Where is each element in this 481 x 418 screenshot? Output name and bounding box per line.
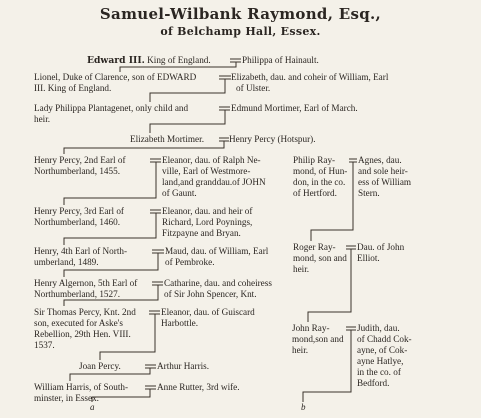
marriage-tie-henry-catharine xyxy=(152,282,163,285)
person-edward-iii-name: Edward III. xyxy=(87,55,145,66)
marriage-tie-henry-eleanor-neville xyxy=(150,159,161,162)
person-william-harris-line1: William Harris, of South- xyxy=(34,382,129,392)
marriage-tie-thomas-eleanor xyxy=(149,311,160,314)
person-elizabeth-ulster-line2: of Ulster. xyxy=(236,83,271,93)
marriage-tie-elizabeth-henry xyxy=(219,138,229,141)
marriage-tie-roger-elliot xyxy=(346,246,356,249)
descent-line-gen1 xyxy=(120,62,236,72)
person-agnes-stern-line3: ess of William xyxy=(358,177,412,187)
person-henry-4th-earl-line2: umberland, 1489. xyxy=(34,257,99,267)
descent-line-gen3 xyxy=(150,110,225,133)
person-judith-cokayne-line1: Judith, dau. xyxy=(357,323,400,333)
person-henry-percy-3rd-line2: Northumberland, 1460. xyxy=(34,217,120,227)
person-philip-raymond-line1: Philip Ray- xyxy=(293,155,336,165)
person-eleanor-neville-line2: ville, Earl of Westmore- xyxy=(162,166,251,176)
descent-line-gen11 xyxy=(92,389,150,402)
marriage-tie-philippa-edmund xyxy=(219,107,230,110)
person-edward-iii-title: King of England. xyxy=(144,55,211,65)
page-title: Samuel-Wilbank Raymond, Esq., xyxy=(99,5,382,23)
person-eleanor-neville-line4: of Gaunt. xyxy=(162,188,197,198)
person-sir-thomas-percy-line3: Rebellion, 29th Hen. VIII. xyxy=(34,329,131,339)
person-henry-percy-hotspur: Henry Percy (Hotspur). xyxy=(229,134,316,144)
person-philip-raymond-line4: of Hertford. xyxy=(293,188,337,198)
descent-line-gen7 xyxy=(64,253,158,277)
person-lionel-line2: III. King of England. xyxy=(34,83,112,93)
person-judith-cokayne-line5: in the co. of xyxy=(357,367,401,377)
descent-line-gen5 xyxy=(64,162,156,205)
person-arthur-harris: Arthur Harris. xyxy=(157,361,210,371)
person-john-raymond-line2: mond,son and xyxy=(292,334,344,344)
descent-line-gen8 xyxy=(64,285,158,306)
person-lionel-line1: Lionel, Duke of Clarence, son of EDWARD xyxy=(34,72,197,82)
person-joan-percy: Joan Percy. xyxy=(79,361,121,371)
person-elizabeth-ulster-line1: Elizabeth, dau. and coheir of William, Earl xyxy=(231,72,389,82)
person-agnes-stern-line2: and sole heir- xyxy=(358,166,408,176)
person-maud-pembroke-line1: Maud, dau. of William, Earl xyxy=(165,246,269,256)
person-philippa-plantagenet-line1: Lady Philippa Plantagenet, only child and xyxy=(34,103,189,113)
person-sir-thomas-percy-line2: son, executed for Aske's xyxy=(34,318,123,328)
marriage-tie-john-judith xyxy=(346,327,356,330)
person-dau-elliot-line1: Dau. of John xyxy=(357,242,405,252)
person-eleanor-harbottle-line1: Eleanor, dau. of Guiscard xyxy=(161,307,255,317)
continuation-marker-b: b xyxy=(301,402,306,412)
person-agnes-stern-line1: Agnes, dau. xyxy=(358,155,402,165)
person-judith-cokayne-line2: of Chadd Cok- xyxy=(357,334,412,344)
marriage-tie-philip-agnes xyxy=(349,159,357,162)
person-henry-percy-2nd-line2: Northumberland, 1455. xyxy=(34,166,120,176)
person-judith-cokayne-line6: Bedford. xyxy=(357,378,390,388)
person-sir-thomas-percy-line1: Sir Thomas Percy, Knt. 2nd xyxy=(34,307,136,317)
descent-line-gen9 xyxy=(100,314,155,360)
person-philip-raymond-line2: mond, of Hun- xyxy=(293,166,348,176)
person-eleanor-poynings-line2: Richard, Lord Poynings, xyxy=(162,217,253,227)
person-eleanor-harbottle-line2: Harbottle. xyxy=(161,318,198,328)
person-philip-raymond-line3: don, in the co. xyxy=(293,177,346,187)
person-john-raymond-line1: John Ray- xyxy=(292,323,330,333)
descent-line-john xyxy=(303,330,351,402)
person-roger-raymond-line1: Roger Ray- xyxy=(293,242,336,252)
person-sir-thomas-percy-line4: 1537. xyxy=(34,340,55,350)
person-henry-percy-2nd-line1: Henry Percy, 2nd Earl of xyxy=(34,155,126,165)
person-henry-percy-3rd-line1: Henry Percy, 3rd Earl of xyxy=(34,206,124,216)
person-edmund-mortimer: Edmund Mortimer, Earl of March. xyxy=(231,103,358,113)
person-john-raymond-line3: heir. xyxy=(292,345,309,355)
person-agnes-stern-line4: Stern. xyxy=(358,188,380,198)
marriage-tie-lionel-elizabeth xyxy=(219,76,231,79)
descent-line-roger xyxy=(308,249,351,322)
person-philippa-hainault: Philippa of Hainault. xyxy=(242,55,319,65)
marriage-tie-william-anne xyxy=(145,386,156,389)
page-subtitle: of Belchamp Hall, Essex. xyxy=(160,25,321,38)
person-dau-elliot-line2: Elliot. xyxy=(357,253,380,263)
person-william-harris-line2: minster, in Essex. xyxy=(34,393,99,403)
descent-line-gen10 xyxy=(70,368,150,381)
person-catharine-spencer-line1: Catharine, dau. and coheiress xyxy=(164,278,272,288)
person-eleanor-neville-line3: land,and granddau.of JOHN xyxy=(162,177,266,187)
person-henry-algernon-line2: Northumberland, 1527. xyxy=(34,289,120,299)
person-roger-raymond-line3: heir. xyxy=(293,264,310,274)
descent-line-gen2 xyxy=(150,79,225,102)
descent-line-philip xyxy=(311,162,353,241)
person-eleanor-poynings-line3: Fitzpayne and Bryan. xyxy=(162,228,241,238)
descent-line-gen6 xyxy=(64,213,156,245)
marriage-tie-joan-arthur xyxy=(145,365,156,368)
person-eleanor-poynings-line1: Eleanor, dau. and heir of xyxy=(162,206,253,216)
person-philippa-plantagenet-line2: heir. xyxy=(34,114,51,124)
person-judith-cokayne-line3: ayne, of Cok- xyxy=(357,345,408,355)
person-henry-4th-earl-line1: Henry, 4th Earl of North- xyxy=(34,246,128,256)
marriage-tie-henry-eleanor-poynings xyxy=(150,210,161,213)
person-eleanor-neville-line1: Eleanor, dau. of Ralph Ne- xyxy=(162,155,261,165)
marriage-tie-henry-maud xyxy=(152,250,164,253)
person-maud-pembroke-line2: of Pembroke. xyxy=(165,257,215,267)
person-anne-rutter: Anne Rutter, 3rd wife. xyxy=(157,382,240,392)
descent-line-gen4 xyxy=(64,141,224,154)
person-judith-cokayne-line4: ayne Hatlye, xyxy=(357,356,404,366)
person-roger-raymond-line2: mond, son and xyxy=(293,253,347,263)
marriage-tie-edward-philippa xyxy=(230,59,241,62)
person-elizabeth-mortimer: Elizabeth Mortimer. xyxy=(130,134,204,144)
person-henry-algernon-line1: Henry Algernon, 5th Earl of xyxy=(34,278,138,288)
continuation-marker-a: a xyxy=(90,402,95,412)
person-catharine-spencer-line2: of Sir John Spencer, Knt. xyxy=(164,289,257,299)
